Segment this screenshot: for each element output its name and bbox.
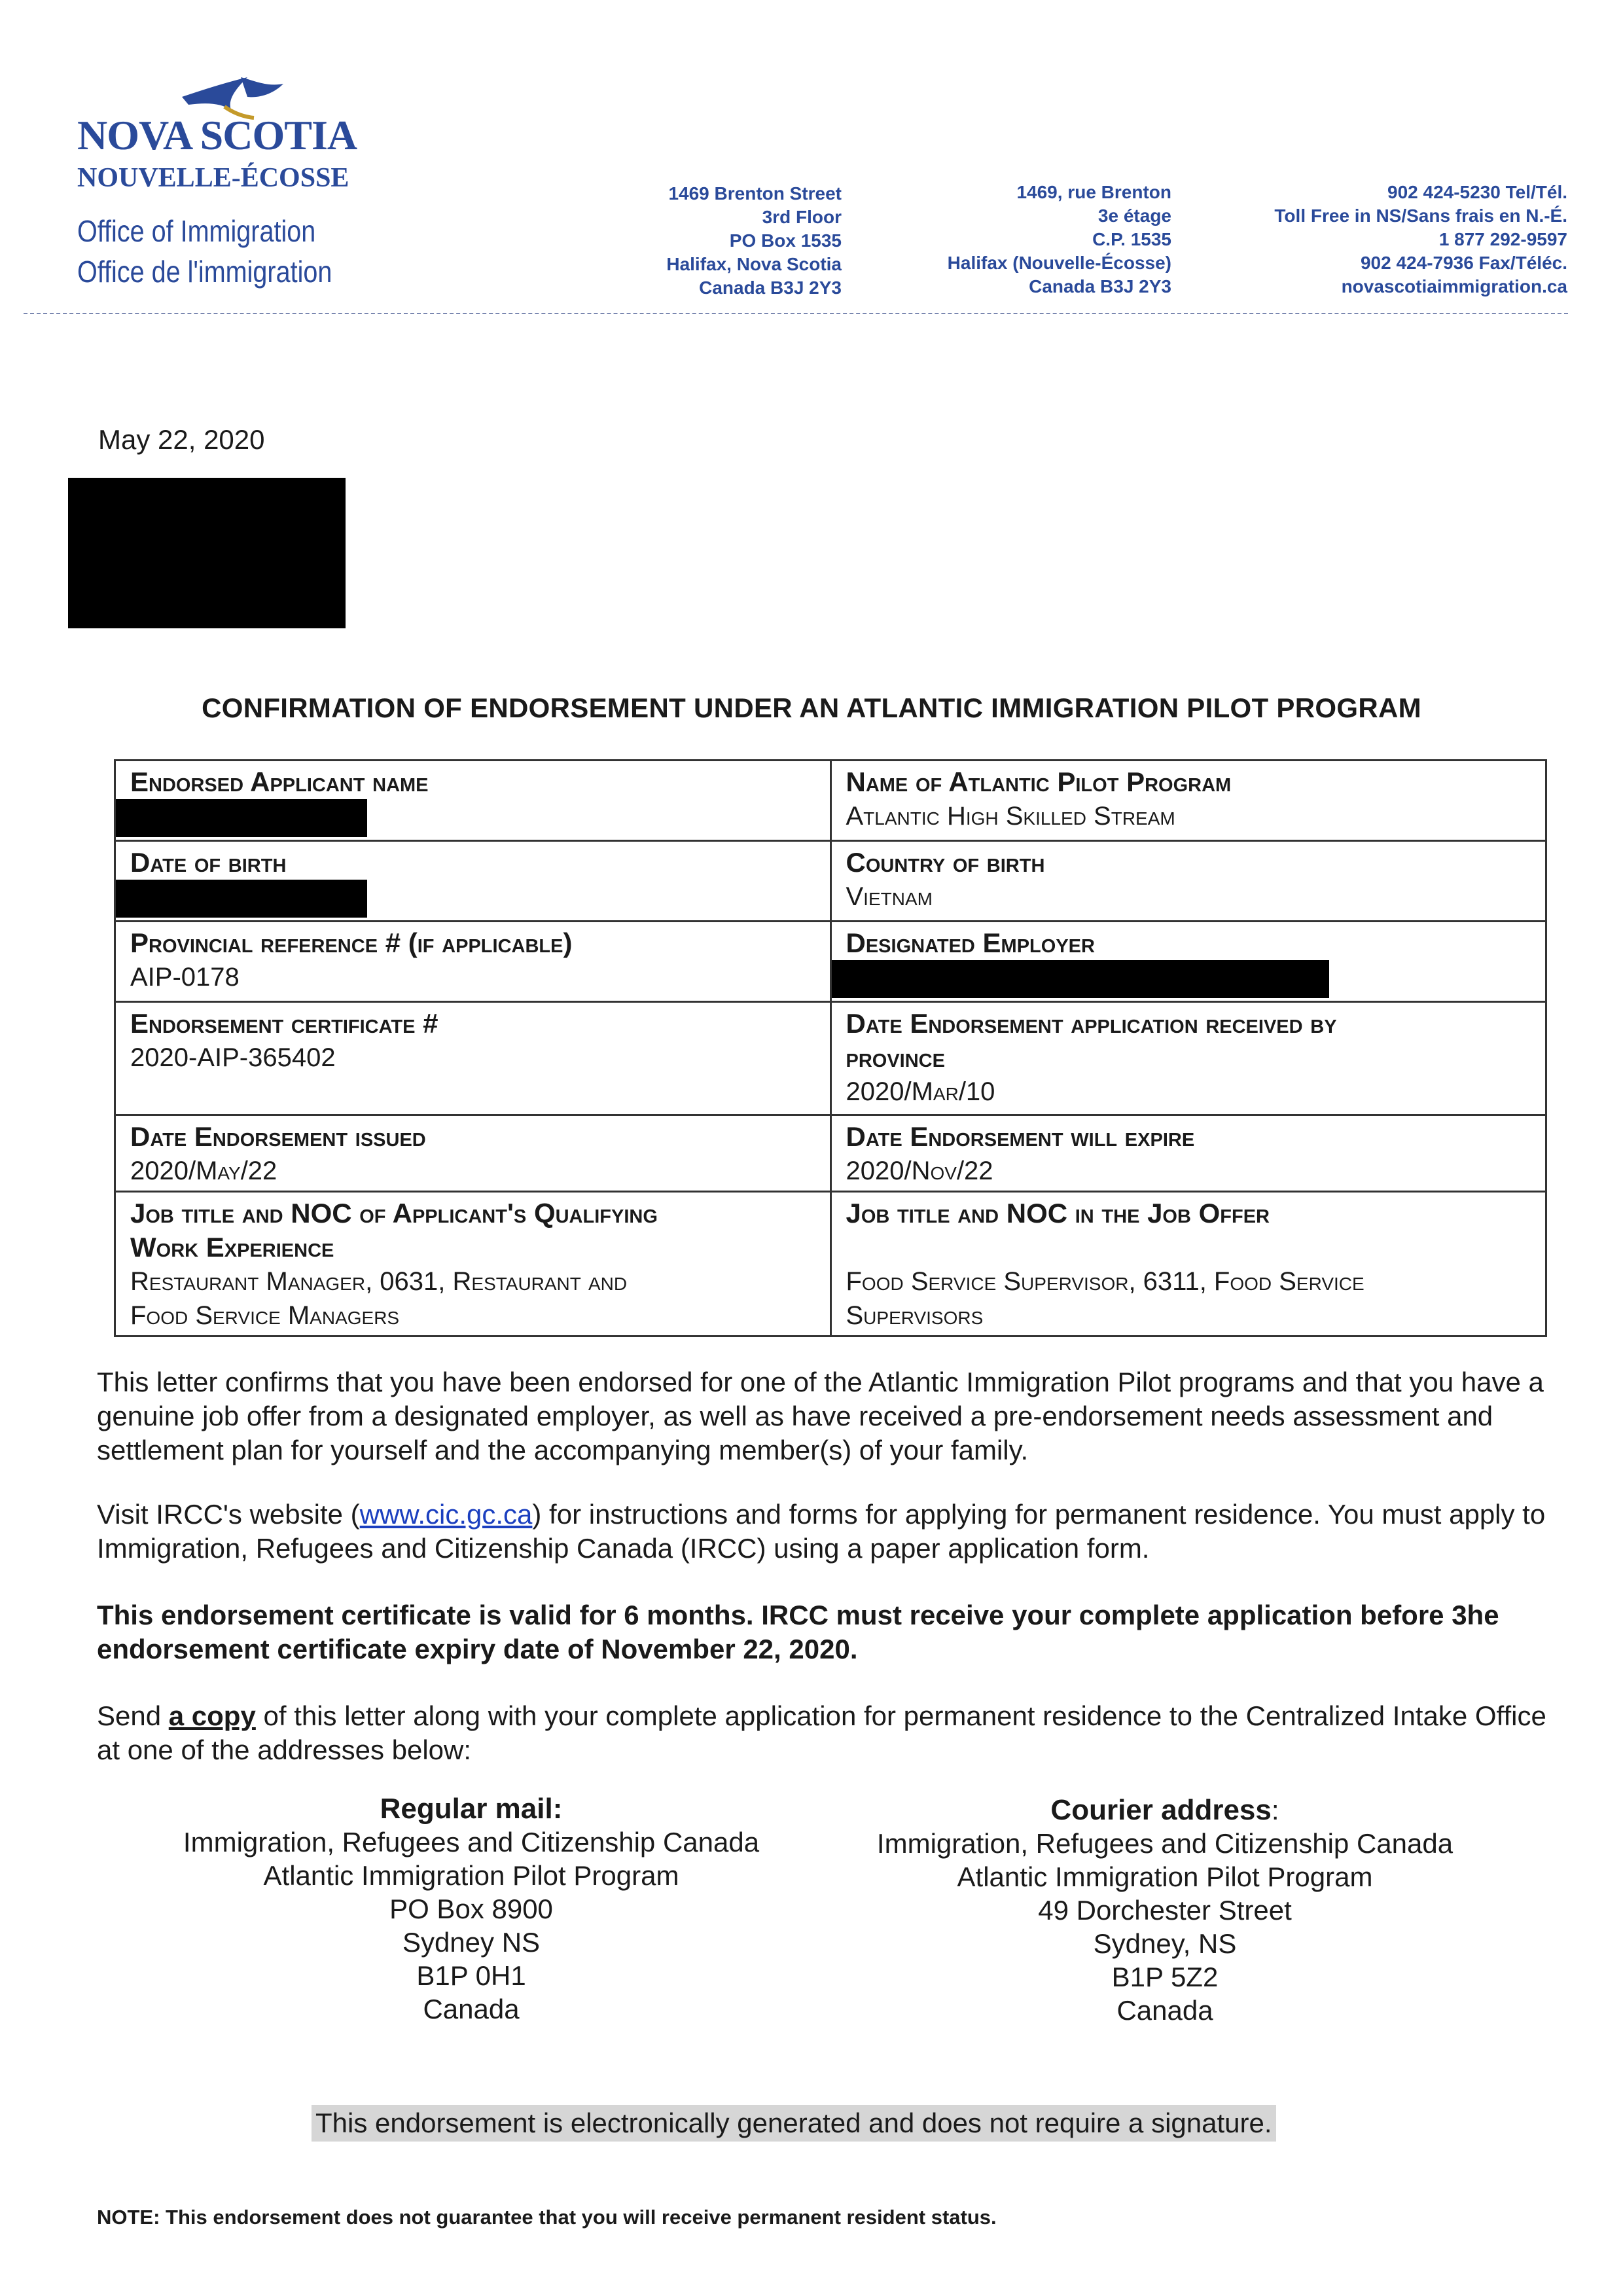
address-line: Sydney NS	[402, 1927, 541, 1958]
job-offer-value-cont: Supervisors	[846, 1301, 984, 1330]
address-line: Atlantic Immigration Pilot Program	[957, 1861, 1373, 1892]
logo-title-fr: NOUVELLE-ÉCOSSE	[77, 163, 349, 193]
job-experience-label-cont: Work Experience	[130, 1232, 334, 1263]
endorsement-details-table	[114, 759, 1547, 1337]
paragraph-text: Visit IRCC's website (	[97, 1499, 360, 1530]
received-date-label-cont: province	[846, 1042, 945, 1073]
redacted-recipient-address	[68, 478, 346, 628]
applicant-name-label: Endorsed Applicant name	[130, 766, 429, 797]
job-offer-label: Job title and NOC in the Job Offer	[846, 1198, 1270, 1229]
redacted-applicant-name	[116, 799, 367, 837]
address-line: Canada	[1116, 1995, 1213, 2026]
table-cell	[115, 1115, 831, 1192]
issued-date-label: Date Endorsement issued	[130, 1121, 426, 1152]
address-line: Sydney, NS	[1093, 1928, 1237, 1959]
provincial-reference-value: AIP-0178	[130, 963, 240, 992]
table-cell	[830, 1115, 1546, 1192]
confirmation-paragraph: This letter confirms that you have been endorsed for one of the Atlantic Immigration Pilot programs and that you have a genuine job offer from a designated employer, as well as have received a pre-endorsement needs assessment and settlement plan for yourself and the accompanying member(s) of your family.	[97, 1367, 1544, 1465]
program-value: Atlantic High Skilled Stream	[846, 802, 1175, 831]
address-line: Immigration, Refugees and Citizenship Canada	[183, 1827, 760, 1857]
table-row	[115, 1192, 1546, 1336]
address-line: C.P. 1535	[1092, 229, 1171, 249]
courier-heading	[825, 1793, 1505, 1827]
table-cell	[115, 841, 831, 922]
table-row	[115, 1002, 1546, 1115]
table-cell	[830, 1192, 1546, 1336]
table-row	[115, 761, 1546, 841]
regular-mail-heading: Regular mail:	[380, 1793, 563, 1825]
address-line: Halifax (Nouvelle-Écosse)	[947, 253, 1171, 273]
contact-line: Toll Free in NS/Sans frais en N.-É.	[1274, 206, 1567, 226]
logo-title-en: NOVA SCOTIA	[77, 112, 357, 158]
contact-line: 902 424-5230 Tel/Tél.	[1387, 182, 1567, 202]
letter-date: May 22, 2020	[98, 424, 265, 455]
status-note: NOTE: This endorsement does not guarantee that you will receive permanent resident status.	[97, 2206, 997, 2229]
expiry-date-label: Date Endorsement will expire	[846, 1121, 1195, 1152]
logo-office-en: Office of Immigration	[77, 214, 316, 248]
ircc-website-link[interactable]: www.cic.gc.ca	[359, 1499, 533, 1530]
courier-heading-text: Courier address	[1050, 1794, 1272, 1826]
address-line: Atlantic Immigration Pilot Program	[263, 1860, 679, 1891]
emphasis-text: a copy	[168, 1700, 256, 1731]
address-line: B1P 0H1	[416, 1960, 526, 1991]
redacted-date-of-birth	[116, 880, 367, 918]
job-offer-value: Food Service Supervisor, 6311, Food Service	[846, 1267, 1364, 1296]
redacted-employer-name	[832, 960, 1329, 998]
address-english	[589, 182, 842, 300]
job-experience-label: Job title and NOC of Applicant's Qualifying	[130, 1198, 658, 1229]
regular-mail-address	[131, 1792, 812, 2026]
website-link[interactable]: novascotiaimmigration.ca	[1341, 276, 1567, 296]
address-line: PO Box 1535	[729, 230, 842, 251]
received-date-label: Date Endorsement application received by	[846, 1008, 1337, 1039]
provincial-reference-label: Provincial reference # (if applicable)	[130, 927, 573, 958]
table-cell	[115, 1192, 831, 1336]
header-divider	[24, 313, 1568, 314]
received-date-value: 2020/Mar/10	[846, 1077, 995, 1106]
table-cell	[830, 761, 1546, 841]
table-cell	[830, 1002, 1546, 1115]
address-line: 3rd Floor	[762, 207, 842, 227]
address-line: B1P 5Z2	[1111, 1962, 1219, 1992]
send-copy-paragraph	[97, 1699, 1550, 1767]
address-french	[890, 181, 1171, 298]
paragraph-text: of this letter along with your complete application for permanent residence to the Centralized Intake Office at one of the addresses below:	[97, 1700, 1546, 1765]
address-line: 3e étage	[1097, 206, 1171, 226]
address-line: PO Box 8900	[389, 1893, 553, 1924]
table-cell	[115, 761, 831, 841]
table-cell	[115, 922, 831, 1002]
table-row	[115, 922, 1546, 1002]
electronic-signature-notice: This endorsement is electronically generated and does not require a signature.	[312, 2105, 1276, 2142]
table-cell	[830, 841, 1546, 922]
dob-label: Date of birth	[130, 847, 287, 878]
certificate-number-value: 2020-AIP-365402	[130, 1043, 336, 1072]
paragraph-text: Send	[97, 1700, 169, 1731]
address-line: 49 Dorchester Street	[1038, 1895, 1292, 1926]
paragraph-text: ) for instructions and forms for applying for permanent residence. You must apply to Immigration, Refugees and Citizenship Canada (IRCC) using a paper application form.	[97, 1499, 1546, 1564]
page-title: CONFIRMATION OF ENDORSEMENT UNDER AN ATLANTIC IMMIGRATION PILOT PROGRAM	[202, 692, 1421, 723]
address-line: Halifax, Nova Scotia	[666, 254, 842, 274]
courier-address	[825, 1793, 1505, 2027]
spacer	[846, 1230, 1534, 1265]
country-label: Country of birth	[846, 847, 1045, 878]
issued-date-value: 2020/May/22	[130, 1157, 277, 1185]
address-line: 1469, rue Brenton	[1016, 182, 1171, 202]
expiry-date-value: 2020/Nov/22	[846, 1157, 993, 1185]
address-line: Canada B3J 2Y3	[699, 278, 842, 298]
contact-line: 1 877 292-9597	[1438, 229, 1567, 249]
table-cell	[115, 1002, 831, 1115]
employer-label: Designated Employer	[846, 927, 1095, 958]
logo-office-fr: Office de l'immigration	[77, 255, 332, 289]
contact-line: 902 424-7936 Fax/Téléc.	[1360, 253, 1567, 273]
validity-paragraph: This endorsement certificate is valid for 6 months. IRCC must receive your complete application before 3he endorsement certificate expiry date of November 22, 2020.	[97, 1600, 1499, 1664]
address-line: Immigration, Refugees and Citizenship Canada	[876, 1828, 1454, 1859]
address-line: 1469 Brenton Street	[668, 183, 842, 204]
contact-info	[1198, 181, 1567, 298]
table-cell	[830, 922, 1546, 1002]
certificate-number-label: Endorsement certificate #	[130, 1008, 438, 1039]
job-experience-value: Restaurant Manager, 0631, Restaurant and	[130, 1267, 628, 1296]
table-row	[115, 841, 1546, 922]
table-row	[115, 1115, 1546, 1192]
address-line: Canada	[423, 1994, 520, 2024]
address-line: Canada B3J 2Y3	[1029, 276, 1171, 296]
program-label: Name of Atlantic Pilot Program	[846, 766, 1232, 797]
instructions-paragraph	[97, 1498, 1550, 1566]
courier-heading-colon: :	[1271, 1795, 1279, 1825]
country-value: Vietnam	[846, 882, 933, 911]
job-experience-value-cont: Food Service Managers	[130, 1301, 400, 1330]
